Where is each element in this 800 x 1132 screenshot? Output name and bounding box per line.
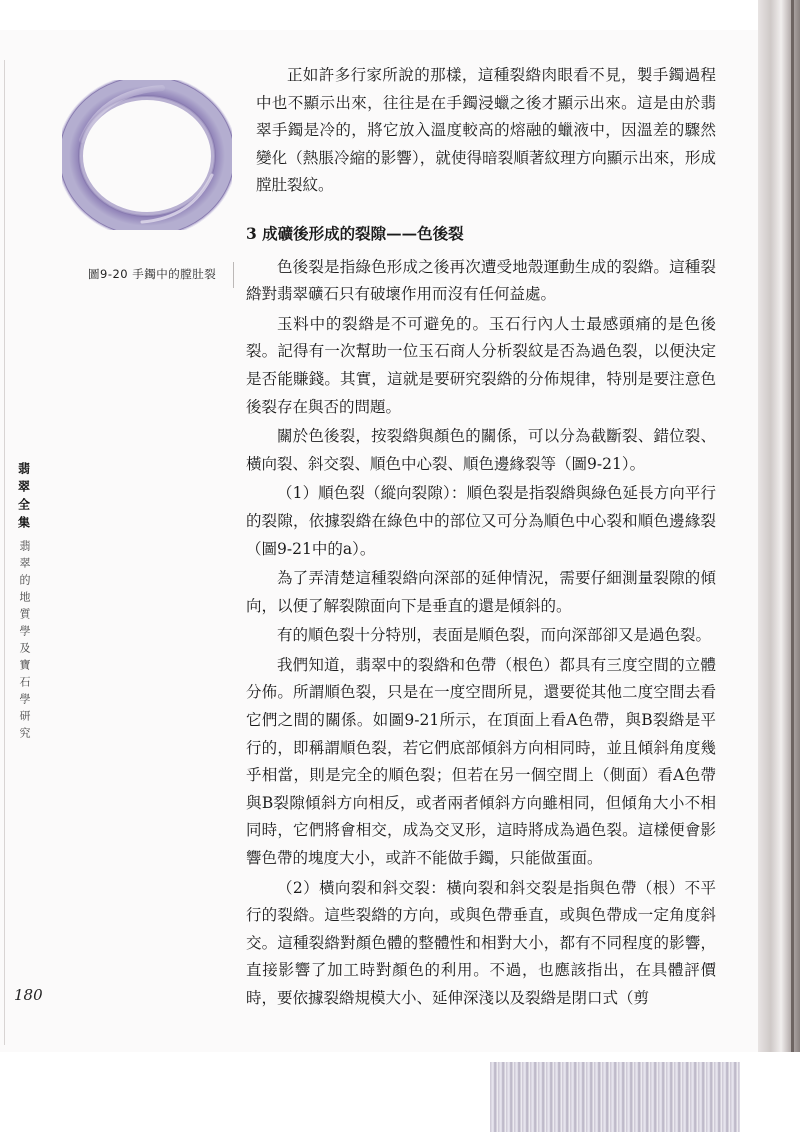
paragraph: （2）橫向裂和斜交裂：橫向裂和斜交裂是指與色帶（根）不平行的裂綹。這些裂綹的方向，或與色帶垂直，或與色帶成一定角度斜交。這種裂綹對顏色體的整體性和相對大小，都有不同程度的影響，直接影響了加工時對顏色的利用。不過，也應該指出，在具體評價時，要依據裂綹規模大小、延伸深淺以及裂綹是閉口式（剪 <box>246 878 716 1007</box>
series-subtitle: 翡翠的地質學及寶石學研究 <box>18 540 31 744</box>
bangle-image <box>62 80 232 230</box>
left-margin-rule <box>4 60 5 1045</box>
intro-paragraph: 正如許多行家所說的那樣，這種裂綹肉眼看不見，製手鐲過程中也不顯示出來，往往是在手鐲浸蠟之後才顯示出來。這是由於翡翠手鐲是冷的，將它放入溫度較高的熔融的蠟液中，因溫差的驟然變化（熱脹冷縮的影響），就使得暗裂順著紋理方向顯示出來，形成膛肚裂紋。 <box>256 66 716 195</box>
paragraph: （1）順色裂（縱向裂隙）：順色裂是指裂綹與綠色延長方向平行的裂隙，依據裂綹在綠色中的部位又可分為順色中心裂和順色邊緣裂（圖9-21中的a）。 <box>246 484 716 558</box>
caption-rule <box>233 262 234 288</box>
body-text <box>246 62 716 1015</box>
bangle-figure <box>62 80 232 230</box>
paragraph: 我們知道，翡翠中的裂綹和色帶（根色）都具有三度空間的立體分佈。所謂順色裂，只是在一度空間所見，還要從其他二度空間去看它們之間的關係。如圖9-21所示，在頂面上看A色帶，與B裂綹是平行的，即稱謂順色裂，若它們底部傾斜方向相同時，並且傾斜角度幾乎相當，則是完全的順色裂；但若在另一個空間上（側面）看A色帶與B裂隙傾斜方向相反，或者兩者傾斜方向雖相同，但傾角大小不相同時，它們將會相交，成為交叉形，這時將成為過色裂。這樣便會影響色帶的塊度大小，或許不能做手鐲，只能做蛋面。 <box>246 655 716 868</box>
page-number: 180 <box>14 986 43 1004</box>
series-title-block <box>15 462 33 744</box>
section-heading: 3 成礦後形成的裂隙——色後裂 <box>246 223 464 243</box>
scan-artifact <box>490 1062 740 1132</box>
paragraph: 有的順色裂十分特別，表面是順色裂，而向深部卻又是過色裂。 <box>277 626 712 645</box>
binding-stripe <box>791 0 794 1132</box>
paragraph: 色後裂是指綠色形成之後再次遭受地殼運動生成的裂綹。這種裂綹對翡翠礦石只有破壞作用而沒有任何益處。 <box>246 257 716 304</box>
paragraph: 玉料中的裂綹是不可避免的。玉石行內人士最感頭痛的是色後裂。記得有一次幫助一位玉石商人分析裂紋是否為過色裂，以便決定是否能賺錢。其實，這就是要研究裂綹的分佈規律，特別是要注意色後裂存在與否的問題。 <box>246 314 716 416</box>
book-binding-edge <box>758 0 800 1132</box>
figure-caption: 圖9-20 手鐲中的膛肚裂 <box>88 267 217 281</box>
paragraph: 關於色後裂，按裂綹與顏色的關係，可以分為截斷裂、錯位裂、橫向裂、斜交裂、順色中心裂、順色邊緣裂等（圖9-21）。 <box>246 427 716 473</box>
series-title: 翡翠全集 <box>16 462 31 534</box>
paragraph: 為了弄清楚這種裂綹向深部的延伸情況，需要仔細測量裂隙的傾向，以便了解裂隙面向下是垂直的還是傾斜的。 <box>246 569 716 615</box>
